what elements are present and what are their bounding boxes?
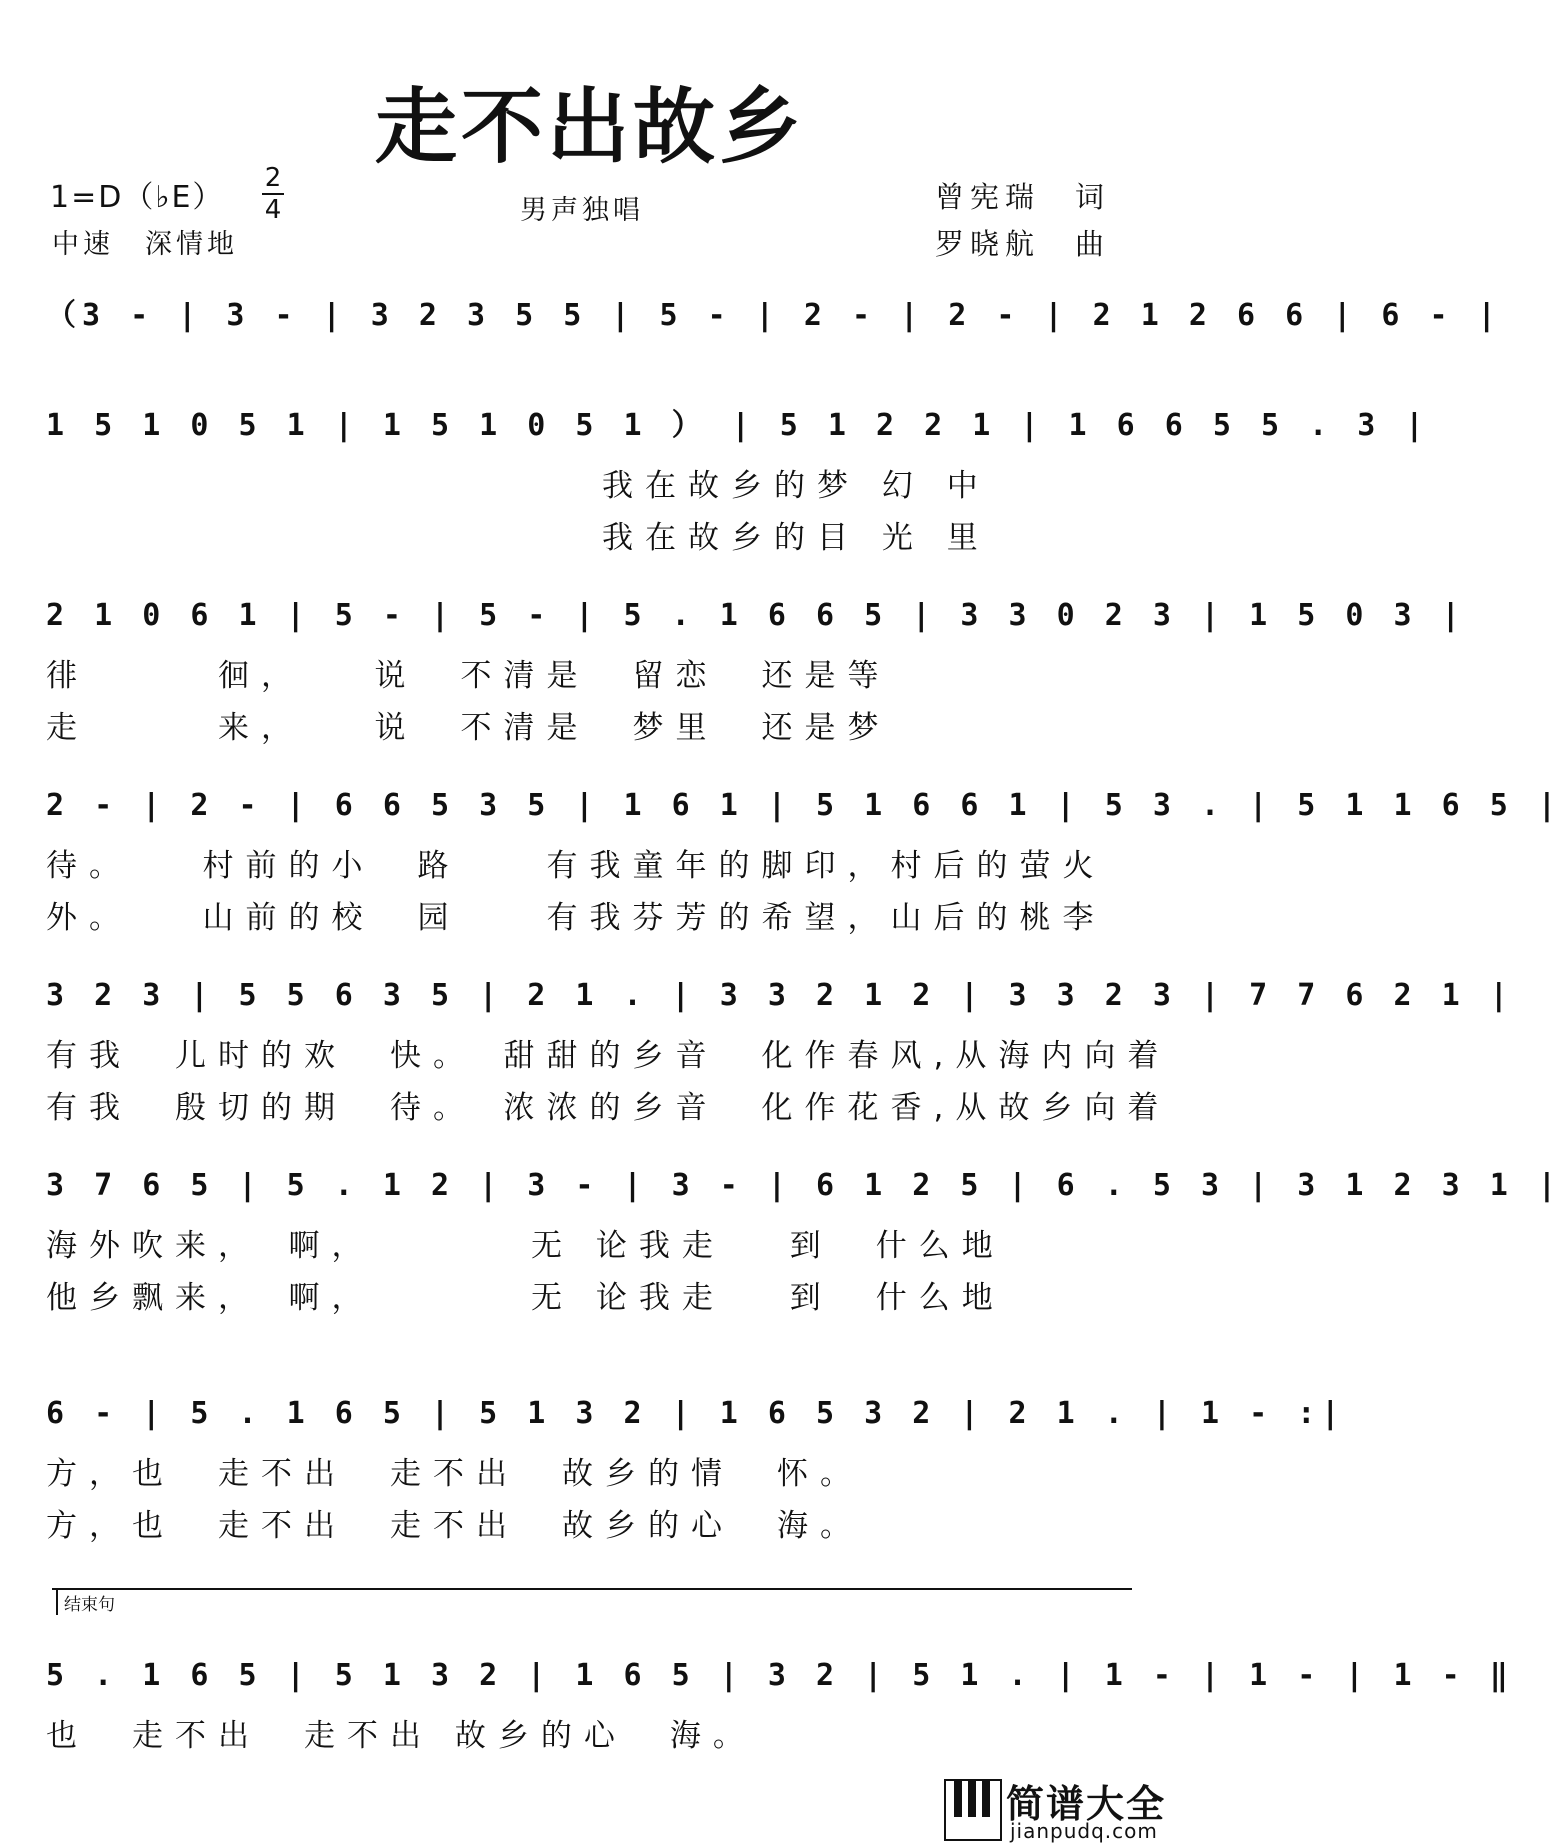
lyrics-verse-1: 海外吹来， 啊， 无 论我走 到 什么地 — [46, 1228, 1005, 1264]
lyrics-verse-2: 方，也 走不出 走不出 故乡的心 海。 — [46, 1508, 863, 1544]
score-row-5 — [46, 968, 1514, 1128]
watermark-name: 简谱大全 — [1006, 1782, 1167, 1826]
score-row-4 — [46, 778, 1562, 938]
lyrics-verse-2: 外。 山前的校 园 有我芬芳的希望，山后的桃李 — [46, 900, 1106, 936]
lyrics-verse-2: 我在故乡的目 光 里 — [602, 520, 990, 556]
lyrics-verse-1: 待。 村前的小 路 有我童年的脚印，村后的萤火 — [46, 848, 1106, 884]
lyrics-verse-1: 徘 徊， 说 不清是 留恋 还是等 — [46, 658, 891, 694]
lyricist-credit: 曾宪瑞 词 — [935, 180, 1111, 214]
key-signature: 1=D（♭E） — [50, 180, 225, 215]
lyrics-verse-1: 我在故乡的梦 幻 中 — [602, 468, 990, 504]
score-row-7 — [46, 1386, 1346, 1546]
lyrics-verse-1: 有我 儿时的欢 快。 甜甜的乡音 化作春风,从海内向着 — [46, 1038, 1171, 1074]
notes-line: 2 - | 2 - | 6 6 5 3 5 | 1 6 1 | 5 1 6 6 1 | 5 3 . | 5 1 1 6 5 | — [46, 788, 1562, 823]
page-title: 走不出故乡 — [374, 80, 805, 175]
time-signature-bottom: 4 — [264, 195, 282, 225]
score-row-8 — [46, 1648, 1514, 1758]
ending-line — [52, 1588, 1132, 1590]
lyrics-verse-2: 走 来， 说 不清是 梦里 还是梦 — [46, 710, 891, 746]
watermark-logo — [940, 1767, 1180, 1847]
voice-type: 男声独唱 — [520, 195, 644, 226]
tempo-marking: 中速 深情地 — [52, 229, 238, 260]
notes-line: 6 - | 5 . 1 6 5 | 5 1 3 2 | 1 6 5 3 2 | 2 1 . | 1 - :| — [46, 1396, 1346, 1431]
score-row-2 — [46, 398, 1430, 558]
notes-line: 3 2 3 | 5 5 6 3 5 | 2 1 . | 3 3 2 1 2 | 3 3 2 3 | 7 7 6 2 1 | — [46, 978, 1514, 1013]
lyrics-verse-2: 有我 殷切的期 待。 浓浓的乡音 化作花香,从故乡向着 — [46, 1090, 1171, 1126]
watermark-url: jianpudq.com — [1010, 1819, 1158, 1843]
score-row-3 — [46, 588, 1466, 748]
notes-line: （3 - | 3 - | 3 2 3 5 5 | 5 - | 2 - | 2 - | 2 1 2 6 6 | 6 - | — [46, 298, 1502, 333]
notes-line: 2 1 0 6 1 | 5 - | 5 - | 5 . 1 6 6 5 | 3 3 0 2 3 | 1 5 0 3 | — [46, 598, 1466, 633]
composer-credit: 罗晓航 曲 — [935, 227, 1111, 261]
notes-line: 5 . 1 6 5 | 5 1 3 2 | 1 6 5 | 3 2 | 5 1 . | 1 - | 1 - | 1 - ‖ — [46, 1658, 1514, 1693]
notes-line: 3 7 6 5 | 5 . 1 2 | 3 - | 3 - | 6 1 2 5 | 6 . 5 3 | 3 1 2 3 1 | — [46, 1168, 1562, 1203]
lyrics-verse-2: 他乡飘来， 啊， 无 论我走 到 什么地 — [46, 1280, 1005, 1316]
ending-bracket — [52, 1588, 1132, 1618]
score-row-1 — [46, 288, 1502, 384]
notes-line: 1 5 1 0 5 1 | 1 5 1 0 5 1 ） | 5 1 2 2 1 | 1 6 6 5 5 . 3 | — [46, 408, 1430, 443]
ending-label: 结束句 — [56, 1590, 115, 1615]
score-row-6 — [46, 1158, 1562, 1318]
lyrics-verse-1: 方，也 走不出 走不出 故乡的情 怀。 — [46, 1456, 863, 1492]
time-signature-top: 2 — [264, 163, 282, 193]
lyrics-verse-1: 也 走不出 走不出 故乡的心 海。 — [46, 1718, 756, 1754]
piano-icon — [944, 1779, 1002, 1841]
time-signature — [262, 164, 284, 224]
